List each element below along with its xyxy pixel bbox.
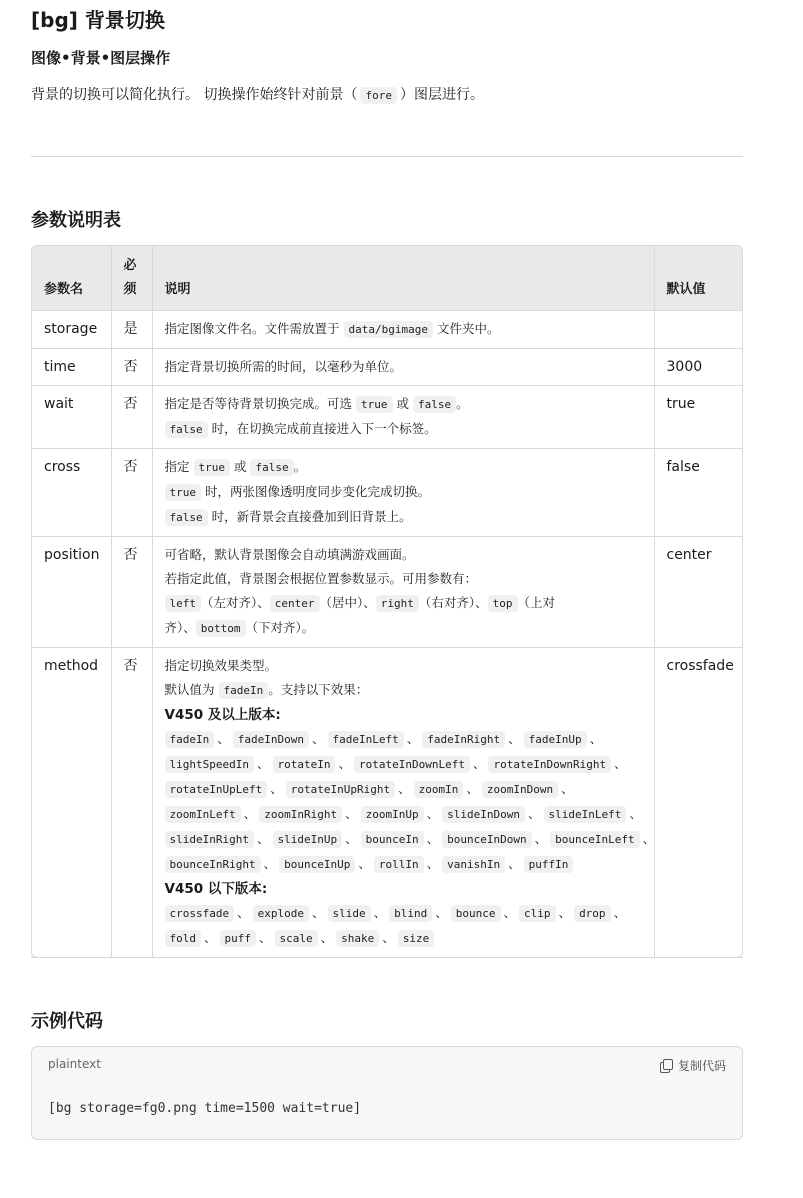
param-required: 是 [111, 311, 152, 349]
param-name: storage [32, 311, 111, 349]
effect-code: slide [328, 905, 371, 922]
param-default [654, 311, 742, 349]
param-name: position [32, 537, 111, 648]
param-name: time [32, 349, 111, 386]
table-row [32, 349, 742, 386]
effects-list-new: fadeIn 、 fadeInDown 、 fadeInLeft 、 fadeInRight 、 fadeInUp 、 lightSpeedIn 、 rotateIn 、 rotateInDownLeft 、 rotateInDownRight 、 rotateInUpLeft 、 rotateInUpRight 、 zoomIn 、 zoomInDown 、 zoomInLeft 、 zoomInRight 、 zoomInUp 、 slideInDown 、 slideInLeft 、 slideInRight 、 slideInUp 、 bounceIn 、 bounceInDown 、 bounceInLeft 、 bounceInRight 、 bounceInUp 、 rollIn 、 vanishIn 、 puffIn [165, 727, 642, 877]
table-row [32, 449, 742, 537]
effect-code: shake [336, 930, 379, 947]
param-desc: 指定切换效果类型。 默认值为 fadeIn 。支持以下效果： V450 及以上版本: fadeIn 、 fadeInDown 、 fadeInLeft 、 fadeInRight 、 fadeInUp 、 lightSpeedIn 、 rotateIn 、 rotateInDownLeft 、 rotateInDownRight 、 rotateInUpLeft 、 rotateInUpRight 、 zoomIn 、 zoomInDown 、 zoomInLeft 、 zoomInRight 、 zoomInUp 、 slideInDown 、 slideInLeft 、 slideInRight 、 slideInUp 、 bounceIn 、 bounceInDown 、 bounceInLeft 、 bounceInRight 、 bounceInUp 、 rollIn 、 vanishIn 、 puffIn V450 以下版本: crossfade 、 explode 、 slide 、 blind 、 bounce 、 clip 、 drop 、 fold 、 puff 、 scale 、 shake 、 size [152, 648, 654, 958]
effect-code: slideInDown [442, 806, 525, 823]
effect-code: scale [275, 930, 318, 947]
inline-code: fore [360, 87, 397, 104]
param-default: crossfade [666, 658, 734, 674]
param-default: center [654, 537, 742, 648]
effect-code: bounceInUp [279, 856, 355, 873]
effect-code: fadeInRight [422, 731, 505, 748]
effect-code: blind [389, 905, 432, 922]
table-row [32, 537, 742, 648]
code-block [31, 1046, 743, 1140]
effect-code: rotateInDownRight [488, 756, 611, 773]
effect-code: zoomInDown [482, 781, 558, 798]
effect-code: rotateIn [273, 756, 336, 773]
effect-code: rotateInUpLeft [165, 781, 268, 798]
param-desc: 指定背景切换所需的时间，以毫秒为单位。 [152, 349, 654, 386]
copy-code-button[interactable] [660, 1057, 726, 1074]
param-default: true [654, 386, 742, 449]
effect-code: size [398, 930, 435, 947]
example-heading: 示例代码 [31, 1011, 103, 1032]
effect-code: rotateInUpRight [286, 781, 395, 798]
param-required: 否 [111, 537, 152, 648]
param-desc: 指定图像文件名。文件需放置于 data/bgimage 文件夹中。 [152, 311, 654, 349]
param-name: cross [32, 449, 111, 537]
param-required: 否 [111, 648, 152, 958]
param-desc: 可省略，默认背景图像会自动填满游戏画面。 若指定此值，背景图会根据位置参数显示。可用参数有： left （左对齐）、 center （居中）、 right （右对齐）、 top （上对 齐）、 bottom （下对齐）。 [152, 537, 654, 648]
effect-code: bounceInDown [442, 831, 531, 848]
effect-code: slideInLeft [544, 806, 627, 823]
effect-code: zoomInUp [361, 806, 424, 823]
param-required: 否 [111, 386, 152, 449]
header-required [111, 246, 152, 311]
param-desc: 指定是否等待背景切换完成。可选 true 或 false 。 false 时，在切换完成前直接进入下一个标签。 [152, 386, 654, 449]
table-row [32, 386, 742, 449]
version-heading-old: V450 以下版本: [164, 881, 268, 897]
table-row [32, 311, 742, 349]
effect-code: fold [165, 930, 202, 947]
effect-code: fadeInUp [524, 731, 587, 748]
effect-code: drop [574, 905, 611, 922]
version-heading-new: V450 及以上版本: [164, 707, 281, 723]
param-default: 3000 [654, 349, 742, 386]
page-title: [bg] 背景切换 [31, 8, 165, 32]
params-table [31, 245, 743, 958]
effect-code: bounce [451, 905, 501, 922]
effect-code: bounceInRight [165, 856, 261, 873]
param-name: wait [32, 386, 111, 449]
param-default: false [654, 449, 742, 537]
effect-code: fadeInLeft [328, 731, 404, 748]
effect-code: bounceInLeft [550, 831, 639, 848]
effect-code: zoomInRight [259, 806, 342, 823]
effects-list-old: crossfade 、 explode 、 slide 、 blind 、 bounce 、 clip 、 drop 、 fold 、 puff 、 scale 、 shake 、 size [165, 901, 642, 951]
divider [31, 957, 743, 958]
code-language: plaintext [48, 1057, 101, 1071]
effect-code: crossfade [165, 905, 235, 922]
page-subtitle: 图像•背景•图层操作 [31, 49, 171, 67]
header-desc: 说明 [152, 246, 654, 311]
divider [31, 156, 743, 157]
effect-code: fadeInDown [233, 731, 309, 748]
param-name: method [32, 648, 111, 958]
effect-code: puff [220, 930, 257, 947]
copy-icon [660, 1059, 673, 1072]
header-name: 参数名 [32, 246, 111, 311]
effect-code: slideInUp [273, 831, 343, 848]
param-required: 否 [111, 449, 152, 537]
header-default: 默认值 [654, 246, 742, 311]
effect-code: rollIn [374, 856, 424, 873]
effect-code: slideInRight [165, 831, 254, 848]
code-content: [bg storage=fg0.png time=1500 wait=true] [48, 1101, 362, 1116]
param-desc: 指定 true 或 false 。 true 时，两张图像透明度同步变化完成切换。 false 时，新背景会直接叠加到旧背景上。 [152, 449, 654, 537]
effect-code: clip [519, 905, 556, 922]
effect-code: explode [253, 905, 309, 922]
param-required: 否 [111, 349, 152, 386]
effect-code: fadeIn [165, 731, 215, 748]
intro-text: 背景的切换可以简化执行。 切换操作始终针对前景（ fore ）图层进行。 [31, 87, 484, 103]
effect-code: lightSpeedIn [165, 756, 254, 773]
effect-code: vanishIn [442, 856, 505, 873]
copy-code-label: 复制代码 [677, 1059, 726, 1073]
effect-code: zoomIn [414, 781, 464, 798]
effect-code: zoomInLeft [165, 806, 241, 823]
params-heading: 参数说明表 [31, 210, 121, 231]
effect-code: rotateInDownLeft [354, 756, 470, 773]
header-required-label: 必 须 [123, 258, 137, 297]
table-row [32, 648, 742, 958]
table-header-row [32, 246, 742, 311]
effect-code: bounceIn [361, 831, 424, 848]
effect-code: puffIn [524, 856, 574, 873]
